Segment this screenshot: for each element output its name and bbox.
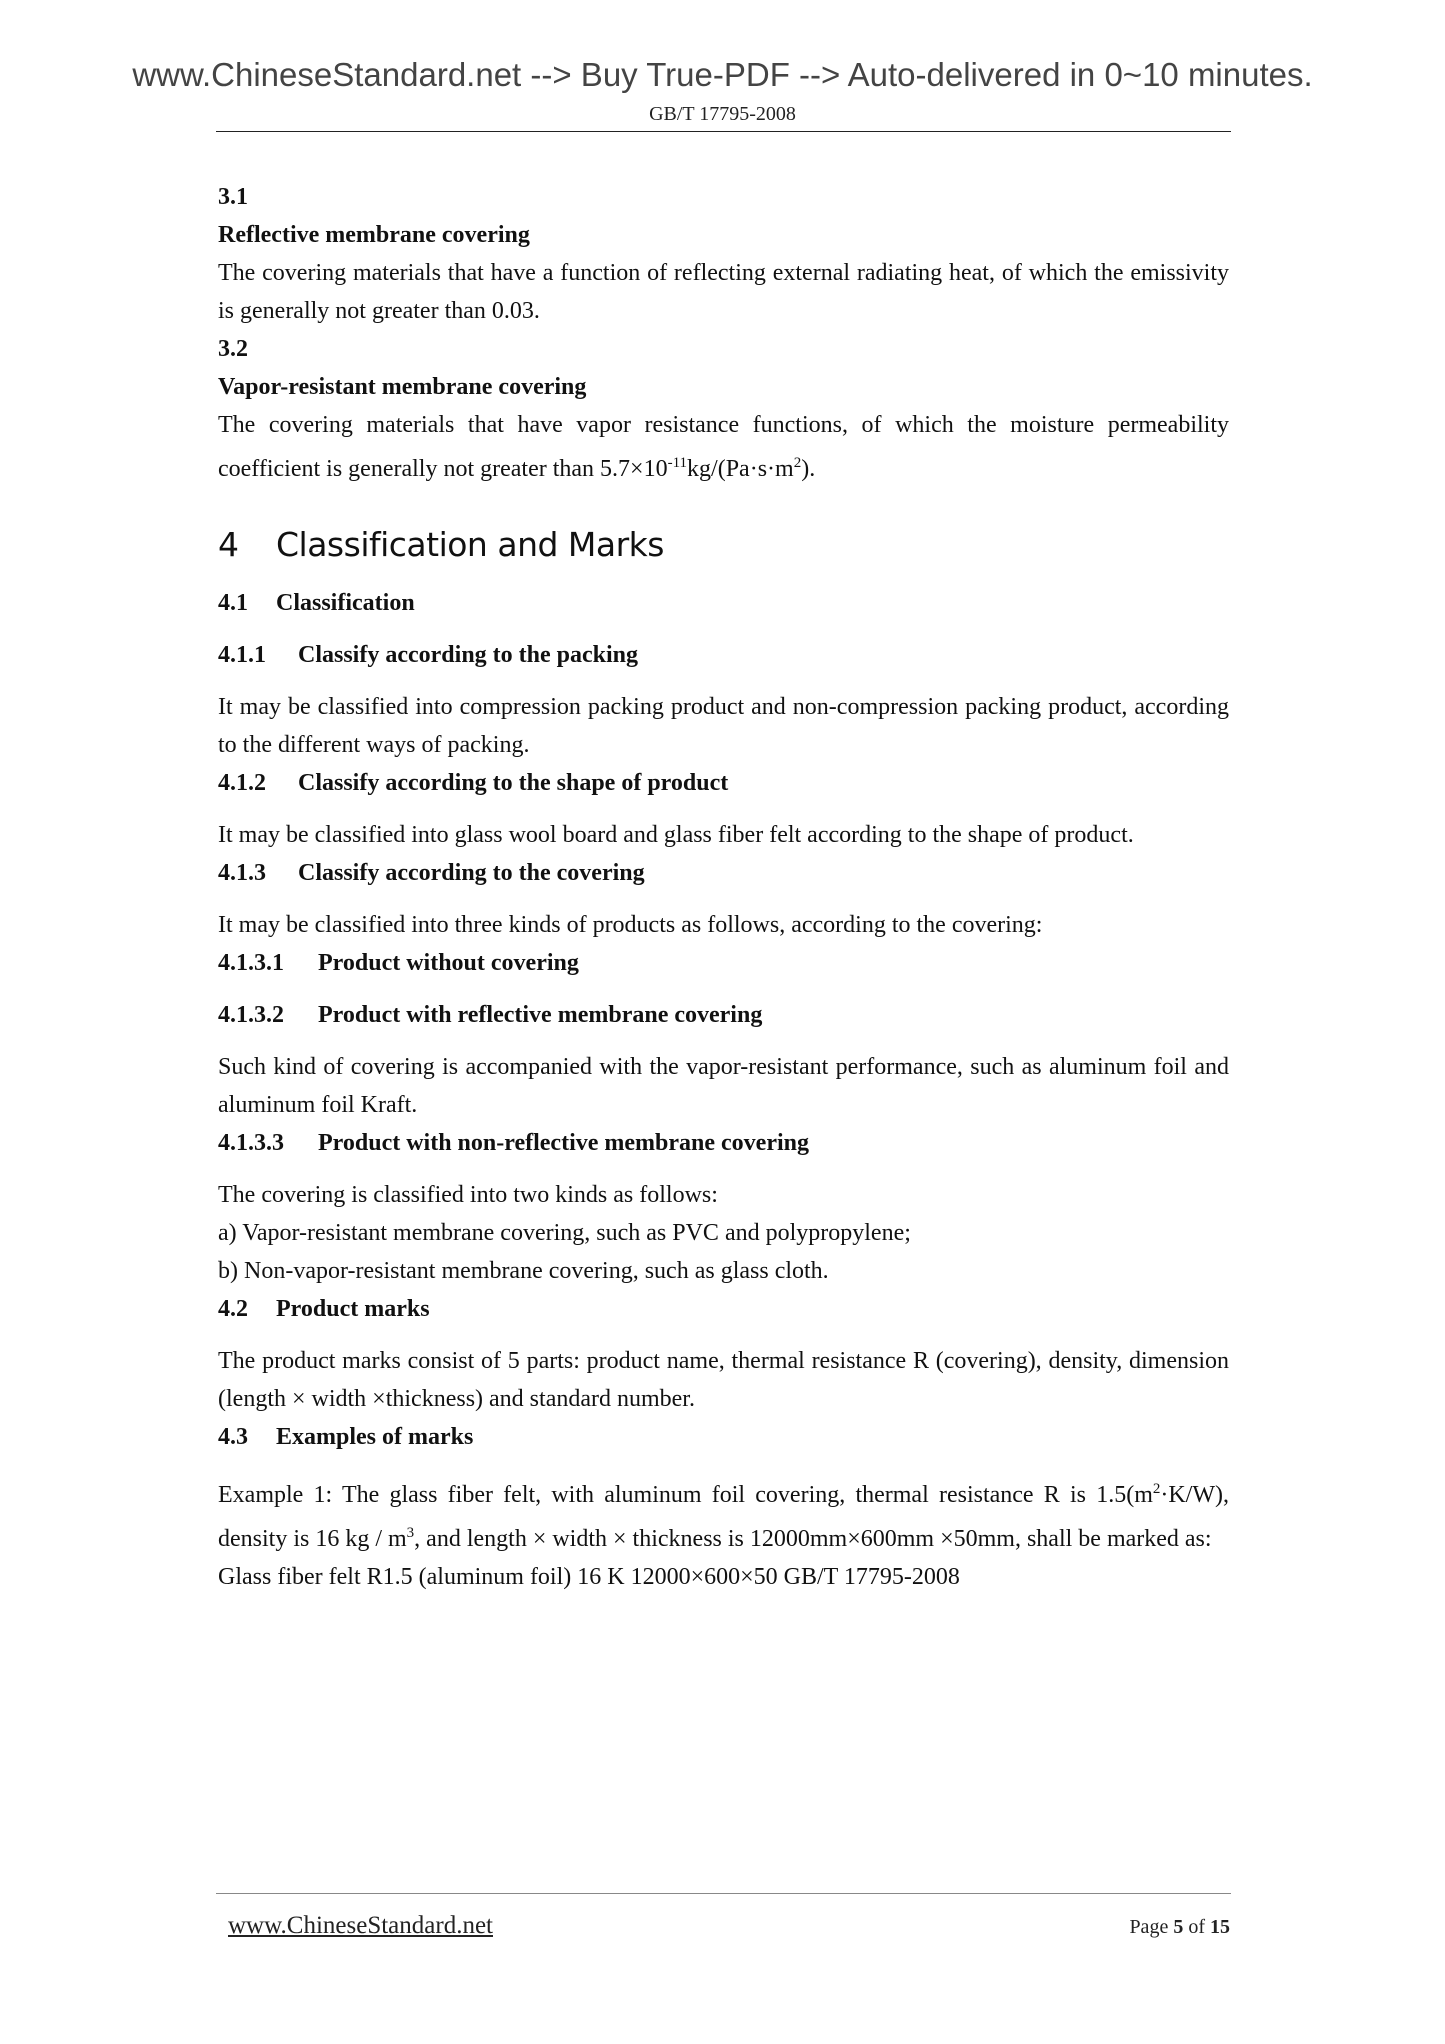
section-text: The covering is classified into two kinds as follows:: [218, 1182, 718, 1208]
document-header: GB/T 17795-2008: [649, 103, 796, 125]
section-title: Classify according to the covering: [298, 860, 645, 886]
section-text: Such kind of covering is accompanied with the vapor-resistant performance, such as aluminum foil and aluminum foil Kraft.: [218, 1054, 1229, 1118]
section-title: Classify according to the packing: [298, 642, 639, 668]
total-pages: 15: [1210, 1916, 1230, 1938]
page-number: [1129, 1916, 1230, 1939]
section-text: The product marks consist of 5 parts: product name, thermal resistance R (covering), density, dimension (length × width ×thickness) and standard number.: [218, 1348, 1229, 1412]
definition-text: ).: [801, 456, 816, 482]
section-heading: [218, 944, 1229, 982]
exponent: 3: [406, 1525, 415, 1541]
definition-text: kg/(Pa·s·m: [687, 456, 794, 482]
example-text: [218, 1470, 1229, 1558]
exponent: -11: [667, 455, 688, 471]
section-heading: [218, 584, 1229, 622]
document-body: [218, 178, 1229, 1596]
header-rule: [216, 131, 1231, 132]
section-number: 4.1.1: [218, 642, 266, 668]
section-heading: [218, 636, 1229, 674]
section-title: Product without covering: [318, 950, 579, 976]
section-heading: [218, 1418, 1229, 1456]
definition-text: The covering materials that have vapor resistance functions, of which the moisture permeability coefficient is generally not greater than 5.7×10: [218, 412, 1229, 482]
chapter-heading: [218, 526, 1229, 564]
example-mark: Glass fiber felt R1.5 (aluminum foil) 16 K 12000×600×50 GB/T 17795-2008: [218, 1564, 960, 1590]
term-definition: The covering materials that have a function of reflecting external radiating heat, of which the emissivity is generally not greater than 0.03.: [218, 260, 1229, 324]
section-heading: [218, 1290, 1229, 1328]
section-title: Product with reflective membrane covering: [318, 1002, 763, 1028]
term-number: 3.2: [218, 336, 248, 362]
term-title: Vapor-resistant membrane covering: [218, 374, 587, 400]
footer-website-link[interactable]: www.ChineseStandard.net: [228, 1912, 493, 1939]
section-number: 4.1.3.2: [218, 1002, 284, 1028]
section-number: 4.1.3.1: [218, 950, 284, 976]
example-text-part: ·K/W), density is 16 kg / m: [218, 1482, 1229, 1552]
section-text: It may be classified into glass wool board and glass fiber felt according to the shape of product.: [218, 822, 1134, 848]
section-heading: [218, 1124, 1229, 1162]
section-title: Product with non-reflective membrane covering: [318, 1130, 810, 1156]
exponent: 2: [1152, 1481, 1161, 1497]
chapter-title: Classification and Marks: [276, 525, 664, 564]
section-title: Product marks: [276, 1296, 430, 1322]
section-heading: [218, 854, 1229, 892]
section-number: 4.2: [218, 1296, 248, 1322]
section-heading: [218, 764, 1229, 802]
section-text: It may be classified into three kinds of products as follows, according to the covering:: [218, 912, 1043, 938]
section-number: 4.3: [218, 1424, 248, 1450]
section-heading: [218, 996, 1229, 1034]
of-label: of: [1188, 1916, 1205, 1938]
term-number: 3.1: [218, 184, 248, 210]
page-label: Page: [1129, 1916, 1169, 1938]
list-item: b) Non-vapor-resistant membrane covering, such as glass cloth.: [218, 1258, 829, 1284]
section-number: 4.1.2: [218, 770, 266, 796]
section-text: It may be classified into compression packing product and non-compression packing product, according to the different ways of packing.: [218, 694, 1229, 758]
section-number: 4.1.3.3: [218, 1130, 284, 1156]
section-number: 4.1.3: [218, 860, 266, 886]
section-title: Examples of marks: [276, 1424, 474, 1450]
current-page: 5: [1173, 1916, 1184, 1938]
section-title: Classification: [276, 590, 415, 616]
list-item: a) Vapor-resistant membrane covering, such as PVC and polypropylene;: [218, 1220, 911, 1246]
exponent: 2: [793, 455, 802, 471]
section-title: Classify according to the shape of product: [298, 770, 729, 796]
section-number: 4.1: [218, 590, 248, 616]
footer-rule: [216, 1893, 1231, 1894]
term-title: Reflective membrane covering: [218, 222, 530, 248]
chapter-number: 4: [218, 525, 239, 564]
promo-banner: www.ChineseStandard.net --> Buy True-PDF --> Auto-delivered in 0~10 minutes.: [132, 56, 1313, 93]
example-text-part: Example 1: The glass fiber felt, with aluminum foil covering, thermal resistance R is 1.5(m: [218, 1482, 1153, 1508]
example-text-part: , and length × width × thickness is 12000mm×600mm ×50mm, shall be marked as:: [414, 1526, 1212, 1552]
term-definition: [218, 406, 1229, 488]
